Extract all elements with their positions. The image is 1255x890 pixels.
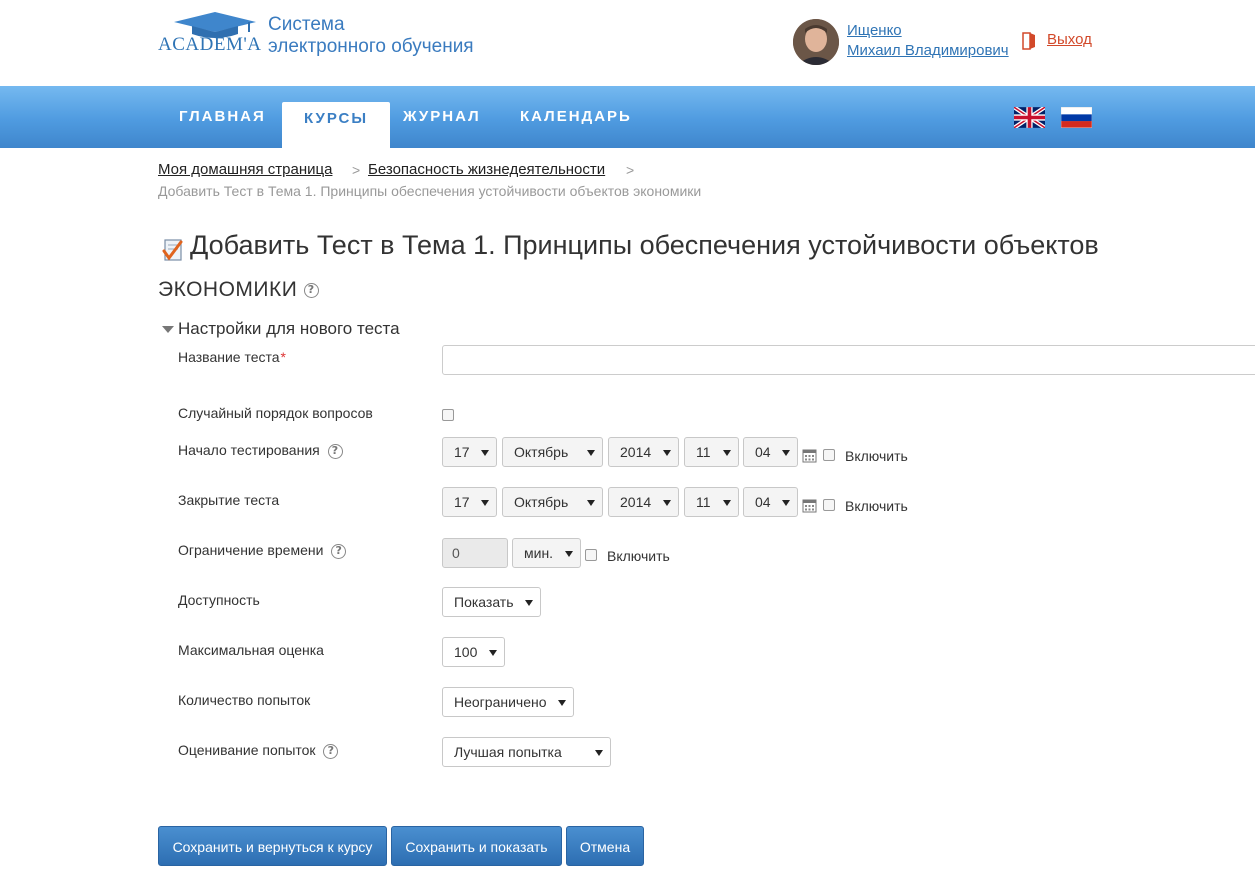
grading-method-label <box>178 742 338 759</box>
time-limit-unit-select[interactable]: мин. <box>512 538 581 568</box>
user-name-link[interactable] <box>847 21 1009 61</box>
open-enable-checkbox[interactable] <box>823 449 835 461</box>
uk-flag-icon[interactable] <box>1014 107 1045 128</box>
close-hour-select[interactable]: 11 <box>684 487 739 517</box>
open-year-select[interactable]: 2014 <box>608 437 679 467</box>
save-and-return-button[interactable]: Сохранить и вернуться к курсу <box>158 826 387 866</box>
section-general-header[interactable] <box>162 319 400 339</box>
open-minute-select[interactable]: 04 <box>743 437 798 467</box>
open-date-label <box>178 442 343 459</box>
required-asterisk-icon: * <box>280 349 286 365</box>
cancel-button[interactable]: Отмена <box>566 826 644 866</box>
logout-link[interactable]: Выход <box>1047 31 1092 48</box>
user-last-name: Ищенко <box>847 22 902 39</box>
close-year-select[interactable]: 2014 <box>608 487 679 517</box>
quiz-checkmark-icon <box>161 238 185 262</box>
academia-logo[interactable] <box>158 10 262 58</box>
grading-method-label-text: Оценивание попыток <box>178 742 316 758</box>
page-title: Добавить Тест в Тема 1. Принципы обеспечения устойчивости объектов <box>190 230 1099 260</box>
nav-tab-home[interactable]: ГЛАВНАЯ <box>179 108 266 125</box>
attempts-label: Количество попыток <box>178 692 311 708</box>
breadcrumb-course[interactable] <box>368 161 605 178</box>
help-icon[interactable]: ? <box>304 283 319 298</box>
page-header <box>0 0 1255 86</box>
page-title-line2: ЭКОНОМИКИ <box>158 278 298 301</box>
site-title-line2: электронного обучения <box>268 36 474 57</box>
breadcrumb-home[interactable] <box>158 161 332 178</box>
visibility-select[interactable]: Показать <box>442 587 541 617</box>
quiz-name-input[interactable] <box>442 345 1255 375</box>
max-grade-select[interactable]: 100 <box>442 637 505 667</box>
help-icon[interactable]: ? <box>328 444 343 459</box>
russia-flag-icon[interactable] <box>1061 107 1092 128</box>
time-limit-enable-checkbox[interactable] <box>585 549 597 561</box>
breadcrumb-home-link[interactable]: Моя домашняя страница <box>158 161 333 178</box>
help-icon[interactable]: ? <box>331 544 346 559</box>
breadcrumb-separator: > <box>352 162 361 178</box>
time-limit-input[interactable]: 0 <box>442 538 508 568</box>
open-day-select[interactable]: 17 <box>442 437 497 467</box>
quiz-name-label-text: Название теста <box>178 349 280 365</box>
section-title: Настройки для нового теста <box>178 319 400 338</box>
nav-tab-calendar[interactable]: КАЛЕНДАРЬ <box>520 108 632 125</box>
user-photo-icon <box>793 19 839 65</box>
door-exit-icon[interactable] <box>1022 32 1036 50</box>
attempts-select[interactable]: Неограничено <box>442 687 574 717</box>
breadcrumb-course-link[interactable]: Безопасность жизнедеятельности <box>368 161 606 178</box>
save-and-display-button[interactable]: Сохранить и показать <box>391 826 562 866</box>
grading-method-select[interactable]: Лучшая попытка <box>442 737 611 767</box>
close-date-label: Закрытие теста <box>178 492 280 508</box>
open-enable-label: Включить <box>845 448 908 464</box>
quiz-name-label <box>178 349 286 365</box>
close-enable-label: Включить <box>845 498 908 514</box>
open-hour-select[interactable]: 11 <box>684 437 739 467</box>
close-month-select[interactable]: Октябрь <box>502 487 603 517</box>
time-limit-enable-label: Включить <box>607 548 670 564</box>
breadcrumb-separator: > <box>626 162 635 178</box>
max-grade-label: Максимальная оценка <box>178 642 324 658</box>
calendar-icon[interactable] <box>802 448 817 463</box>
calendar-icon[interactable] <box>802 498 817 513</box>
close-enable-checkbox[interactable] <box>823 499 835 511</box>
close-day-select[interactable]: 17 <box>442 487 497 517</box>
help-icon[interactable]: ? <box>323 744 338 759</box>
nav-tab-courses[interactable]: КУРСЫ <box>282 102 390 148</box>
nav-tab-journal[interactable]: ЖУРНАЛ <box>403 108 481 125</box>
site-title-line1: Система <box>268 14 345 35</box>
user-avatar[interactable] <box>793 19 839 65</box>
logo-text: ACADEM'A <box>158 34 262 55</box>
time-limit-label-text: Ограничение времени <box>178 542 324 558</box>
collapse-caret-icon <box>162 326 174 333</box>
shuffle-checkbox[interactable] <box>442 409 454 421</box>
site-title <box>268 14 474 58</box>
user-full-name: Михаил Владимирович <box>847 42 1009 59</box>
open-month-select[interactable]: Октябрь <box>502 437 603 467</box>
visibility-label: Доступность <box>178 592 260 608</box>
breadcrumb-current: Добавить Тест в Тема 1. Принципы обеспечения устойчивости объектов экономики <box>158 183 702 199</box>
page-title-continued <box>158 278 319 302</box>
close-minute-select[interactable]: 04 <box>743 487 798 517</box>
open-date-label-text: Начало тестирования <box>178 442 320 458</box>
time-limit-label <box>178 542 346 559</box>
shuffle-label: Случайный порядок вопросов <box>178 405 373 421</box>
